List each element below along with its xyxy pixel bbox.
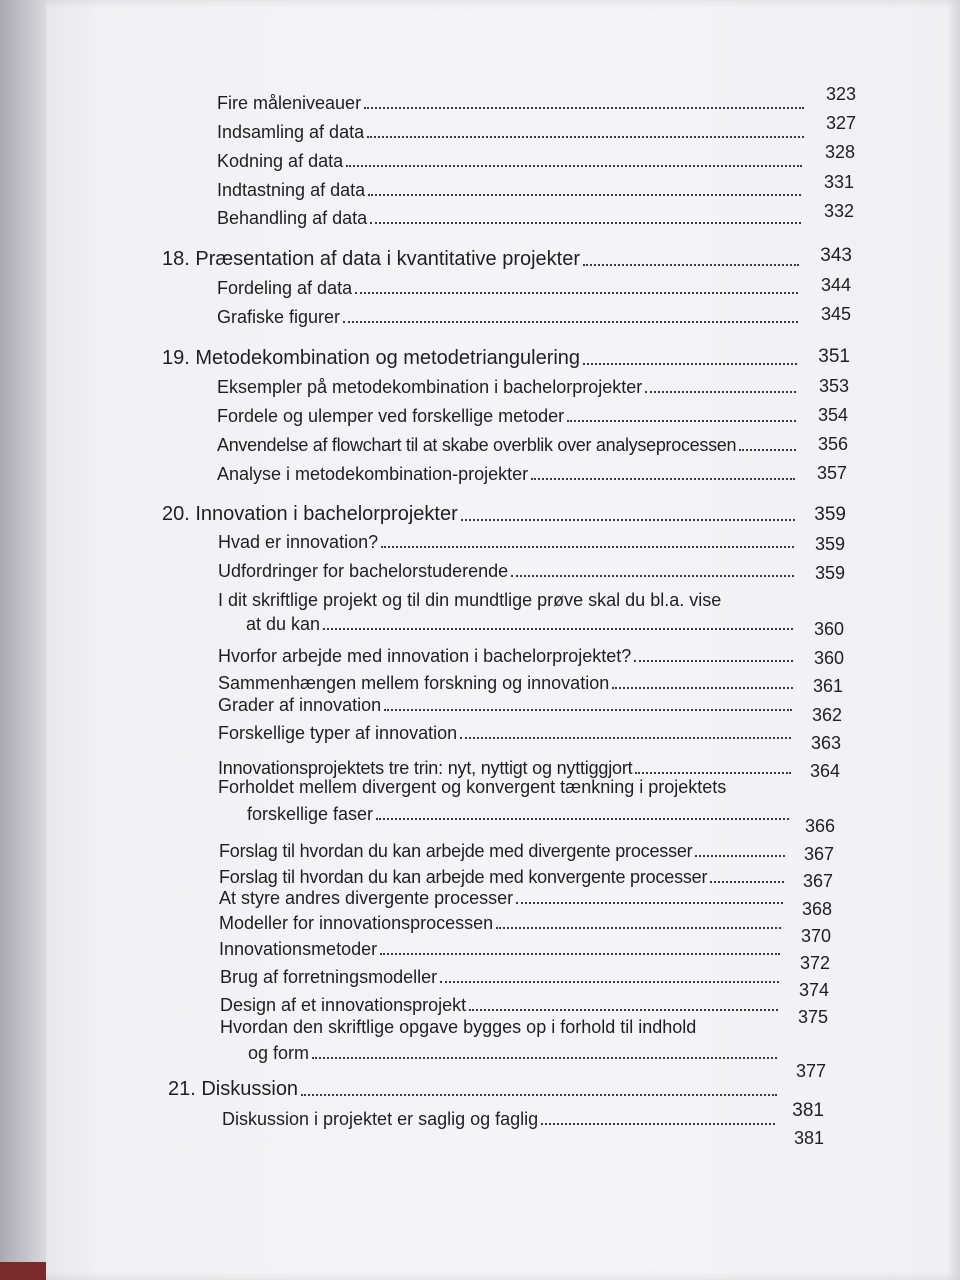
toc-page-number: 370 bbox=[800, 926, 831, 946]
toc-chapter-title: 19. Metodekombination og metodetriangulering bbox=[162, 347, 581, 369]
toc-leader-dots bbox=[368, 194, 801, 196]
toc-leader-dots bbox=[384, 709, 792, 711]
toc-page-number: 374 bbox=[798, 980, 829, 1000]
toc-page-number: 354 bbox=[817, 405, 848, 425]
toc-leader-dots bbox=[634, 660, 793, 662]
toc-entry bbox=[217, 277, 801, 299]
toc-entry bbox=[222, 1108, 778, 1130]
toc-chapter-title: 18. Præsentation af data i kvantitative projekter bbox=[162, 248, 581, 270]
toc-leader-dots bbox=[380, 953, 780, 955]
toc-page-number: 357 bbox=[816, 463, 847, 483]
toc-leader-dots bbox=[583, 264, 799, 266]
toc-entry-title: Fordele og ulemper ved forskellige metoder bbox=[217, 406, 565, 426]
toc-page-number: 344 bbox=[820, 275, 851, 295]
toc-page-number: 364 bbox=[809, 761, 840, 781]
toc-entry-title: at du kan bbox=[246, 614, 321, 634]
toc-entry-title: Brug af forretningsmodeller bbox=[220, 967, 438, 987]
toc-entry bbox=[219, 938, 783, 960]
toc-entry bbox=[246, 613, 796, 635]
toc-page-number: 332 bbox=[823, 201, 854, 221]
toc-leader-dots bbox=[531, 478, 795, 480]
toc-entry bbox=[219, 887, 786, 909]
toc-entry bbox=[217, 179, 804, 201]
toc-entry-title: Innovationsmetoder bbox=[219, 939, 378, 959]
toc-leader-dots bbox=[695, 855, 785, 857]
toc-entry-title: Diskussion i projektet er saglig og faglig bbox=[222, 1109, 539, 1129]
toc-page-number: 331 bbox=[823, 172, 854, 192]
toc-entry bbox=[218, 694, 795, 716]
toc-entry bbox=[218, 645, 796, 667]
toc-entry bbox=[217, 376, 799, 398]
toc-page-number: 327 bbox=[825, 113, 856, 133]
toc-leader-dots bbox=[541, 1123, 775, 1125]
toc-leader-dots bbox=[710, 881, 784, 883]
toc-entry-title: og form bbox=[248, 1043, 310, 1063]
toc-entry-title: Forslag til hvordan du kan arbejde med konvergente processer bbox=[219, 867, 708, 887]
toc-entry-title: Innovationsprojektets tre trin: nyt, nyttigt og nyttiggjort bbox=[218, 758, 633, 778]
toc-entry-title-line1: Forholdet mellem divergent og konvergent tænkning i projektets bbox=[218, 777, 727, 797]
toc-entry-title: Modeller for innovationsprocessen bbox=[219, 913, 494, 933]
toc-entry-title: Fordeling af data bbox=[217, 278, 353, 298]
toc-page-number: 372 bbox=[799, 953, 830, 973]
toc-chapter-title: 20. Innovation i bachelorprojekter bbox=[162, 503, 458, 525]
toc-entry-title: Eksempler på metodekombination i bachelorprojekter bbox=[217, 377, 643, 397]
toc-leader-dots bbox=[323, 628, 793, 630]
toc-leader-dots bbox=[496, 927, 781, 929]
toc-leader-dots bbox=[367, 136, 804, 138]
toc-entry bbox=[217, 92, 807, 114]
toc-leader-dots bbox=[440, 981, 779, 983]
toc-page-number: 366 bbox=[804, 816, 835, 836]
toc-entry bbox=[248, 1042, 780, 1064]
toc-chapter-entry bbox=[162, 346, 800, 370]
toc-leader-dots bbox=[312, 1057, 777, 1059]
toc-entry bbox=[218, 560, 797, 582]
toc-leader-dots bbox=[469, 1009, 778, 1011]
toc-page-number: 360 bbox=[813, 648, 844, 668]
toc-page-number: 360 bbox=[813, 619, 844, 639]
toc-entry-title: forskellige faser bbox=[247, 804, 374, 824]
toc-page-number: 367 bbox=[803, 844, 834, 864]
toc-leader-dots bbox=[739, 449, 796, 451]
toc-chapter-title: 21. Diskussion bbox=[168, 1078, 299, 1100]
toc-leader-dots bbox=[355, 292, 798, 294]
toc-entry-title: Forslag til hvordan du kan arbejde med divergente processer bbox=[219, 841, 693, 861]
toc-entry-title: Design af et innovationsprojekt bbox=[220, 995, 467, 1015]
toc-page-number: 323 bbox=[825, 84, 856, 104]
toc-entry-title-line1: Hvordan den skriftlige opgave bygges op i forhold til indhold bbox=[220, 1017, 697, 1037]
toc-entry bbox=[218, 722, 794, 744]
toc-leader-dots bbox=[635, 772, 791, 774]
toc-entry bbox=[217, 463, 798, 485]
toc-leader-dots bbox=[364, 107, 804, 109]
toc-entry-title: Indtastning af data bbox=[217, 180, 366, 200]
toc-entry bbox=[217, 306, 801, 328]
toc-page-number: 381 bbox=[792, 1100, 824, 1121]
toc-leader-dots bbox=[645, 391, 796, 393]
toc-entry bbox=[217, 207, 804, 229]
toc-page-number: 361 bbox=[812, 676, 843, 696]
toc-entry-title-line1: I dit skriftlige projekt og til din mundtlige prøve skal du bl.a. vise bbox=[218, 590, 722, 610]
toc-entry-title: Hvad er innovation? bbox=[218, 532, 379, 552]
toc-entry-title: Grader af innovation bbox=[218, 695, 382, 715]
toc-entry-title: Sammenhængen mellem forskning og innovation bbox=[218, 673, 610, 693]
toc-chapter-entry bbox=[168, 1077, 780, 1101]
toc-entry-title: Behandling af data bbox=[217, 208, 368, 228]
toc-entry bbox=[217, 150, 805, 172]
toc-page-number: 375 bbox=[797, 1007, 828, 1027]
toc-entry-title: Kodning af data bbox=[217, 151, 344, 171]
toc-entry bbox=[219, 866, 787, 888]
toc-page-number: 359 bbox=[814, 563, 845, 583]
toc-page-number: 359 bbox=[814, 534, 845, 554]
toc-entry-title: Indsamling af data bbox=[217, 122, 365, 142]
toc-page-number: 345 bbox=[820, 304, 851, 324]
toc-page-number: 359 bbox=[814, 504, 846, 525]
toc-entry bbox=[217, 434, 799, 456]
toc-page-number: 368 bbox=[801, 899, 832, 919]
toc-page-number: 356 bbox=[817, 434, 848, 454]
toc-page-number: 362 bbox=[811, 705, 842, 725]
toc-entry bbox=[219, 912, 784, 934]
toc-chapter-entry bbox=[162, 247, 802, 271]
toc-entry-title: Grafiske figurer bbox=[217, 307, 341, 327]
toc-page-number: 353 bbox=[818, 376, 849, 396]
toc-page-number: 367 bbox=[802, 871, 833, 891]
toc-leader-dots bbox=[370, 222, 801, 224]
toc-leader-dots bbox=[583, 363, 797, 365]
toc-entry bbox=[218, 672, 796, 694]
toc-leader-dots bbox=[516, 902, 783, 904]
toc-page-number: 351 bbox=[818, 346, 850, 367]
toc-entry bbox=[217, 121, 807, 143]
toc-entry bbox=[217, 405, 799, 427]
toc-entry-title: Fire måleniveauer bbox=[217, 93, 362, 113]
toc-leader-dots bbox=[381, 546, 794, 548]
toc-entry-title: Analyse i metodekombination-projekter bbox=[217, 464, 529, 484]
toc-leader-dots bbox=[460, 737, 791, 739]
toc-entry-title: Hvorfor arbejde med innovation i bachelorprojektet? bbox=[218, 646, 632, 666]
toc-entry-title: Anvendelse af flowchart til at skabe overblik over analyseprocessen bbox=[217, 435, 737, 455]
toc-entry bbox=[218, 531, 797, 553]
toc-leader-dots bbox=[567, 420, 796, 422]
toc-page-number: 328 bbox=[824, 142, 855, 162]
toc-leader-dots bbox=[461, 519, 795, 521]
toc-entry-title: Forskellige typer af innovation bbox=[218, 723, 458, 743]
toc-entry-title: Udfordringer for bachelorstuderende bbox=[218, 561, 509, 581]
toc-entry bbox=[220, 994, 781, 1016]
toc-entry-title: At styre andres divergente processer bbox=[219, 888, 514, 908]
toc-page-number: 343 bbox=[820, 245, 852, 266]
toc-page-number: 363 bbox=[810, 733, 841, 753]
toc-entry bbox=[219, 840, 788, 862]
toc-leader-dots bbox=[346, 165, 802, 167]
toc-entry bbox=[220, 966, 782, 988]
toc-leader-dots bbox=[511, 575, 794, 577]
toc-leader-dots bbox=[612, 687, 793, 689]
toc-page-number: 377 bbox=[795, 1061, 826, 1081]
toc-chapter-entry bbox=[162, 502, 798, 526]
toc-page-number: 381 bbox=[793, 1128, 824, 1148]
toc-leader-dots bbox=[376, 818, 789, 820]
toc-leader-dots bbox=[343, 321, 798, 323]
toc-leader-dots bbox=[301, 1094, 777, 1096]
toc-entry bbox=[247, 803, 792, 825]
